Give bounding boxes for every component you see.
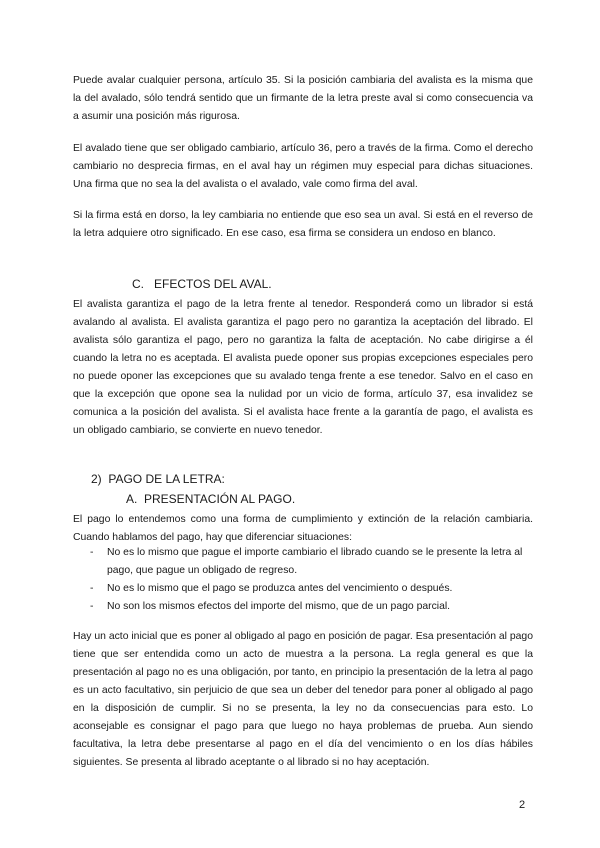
paragraph-pago-definicion: El pago lo entendemos como una forma de cumplimiento y extinción de la relación cambiaria. Cuando hablamos del pago, hay que diferenciar situaciones: bbox=[73, 514, 533, 543]
bullet-dash: - bbox=[90, 547, 94, 558]
bullet-dash: - bbox=[90, 583, 94, 594]
list-item bbox=[73, 598, 533, 616]
list-item-text: No son los mismos efectos del importe del mismo, que de un pago parcial. bbox=[107, 601, 451, 612]
paragraph-acto-inicial: Hay un acto inicial que es poner al obligado al pago en posición de pagar. Esa presentación al pago tiene que ser entendida como un acto de muestra a la persona. La regla general es que la presentación al pago no es una obligación, por tanto, en principio la presentación de la letra al pago es un acto facultativo, sin perjuicio de que sea un deber del tenedor para poner al obligado al pago en la disposición de cumplir. Si no se presenta, la ley no da consecuencias para esto. Lo aconsejable es consignar el pago para que luego no haya problemas de prueba. Aun siendo facultativa, la letra debe presentarse al pago en el día del vencimiento o en los días hábiles siguientes. Se presenta al librado aceptante o al librado si no hay aceptación. bbox=[73, 631, 533, 768]
bullet-list-situaciones bbox=[73, 544, 533, 616]
page-number: 2 bbox=[519, 799, 526, 811]
list-item-text: No es lo mismo que el pago se produzca antes del vencimiento o después. bbox=[107, 583, 453, 594]
heading-pago-letra: 2) PAGO DE LA LETRA: bbox=[91, 472, 225, 486]
paragraph-aval-persona: Puede avalar cualquier persona, artículo 35. Si la posición cambiaria del avalista es la misma que la del avalado, sólo tendrá sentido que un firmante de la letra preste aval si como consecuencia va a asumir una posición más rigurosa. bbox=[73, 75, 533, 122]
heading-presentacion-pago: A. PRESENTACIÓN AL PAGO. bbox=[126, 492, 296, 506]
list-item bbox=[73, 544, 533, 580]
paragraph-firma-dorso: Si la firma está en dorso, la ley cambiaria no entiende que eso sea un aval. Si está en el reverso de la letra adquiere otro significado. En ese caso, esa firma se considera un endoso en blanco. bbox=[73, 210, 533, 239]
bullet-dash: - bbox=[90, 601, 94, 612]
heading-efectos-aval: C. EFECTOS DEL AVAL. bbox=[132, 277, 272, 291]
list-item-text: No es lo mismo que pague el importe cambiario el librado cuando se le presente la letra al pago, que pague un obligado de regreso. bbox=[107, 547, 523, 576]
paragraph-avalado-obligado: El avalado tiene que ser obligado cambiario, artículo 36, pero a través de la firma. Como el derecho cambiario no desprecia firmas, en el aval hay un régimen muy especial para dichas situaciones. Una firma que no sea la del avalista o el avalado, vale como firma del aval. bbox=[73, 143, 533, 190]
paragraph-efectos-aval: El avalista garantiza el pago de la letra frente al tenedor. Responderá como un librador si está avalando al avalista. El avalista garantiza el pago pero no garantiza la aceptación del librado. El avalista sólo garantiza el pago, pero no garantiza la falta de aceptación. No cabe dirigirse a él cuando la letra no es aceptada. El avalista puede oponer sus propias excepciones especiales pero no puede oponer las excepciones que su avalado tenga frente a ese tenedor. Salvo en el caso en que la excepción que opone sea la nulidad por un vicio de forma, artículo 37, esa invalidez se comunica a la posición del avalista. Si el avalista hace frente a la garantía de pago, el avalista es un obligado cambiario, se convierte en nuevo tenedor. bbox=[73, 299, 533, 436]
list-item bbox=[73, 580, 533, 598]
